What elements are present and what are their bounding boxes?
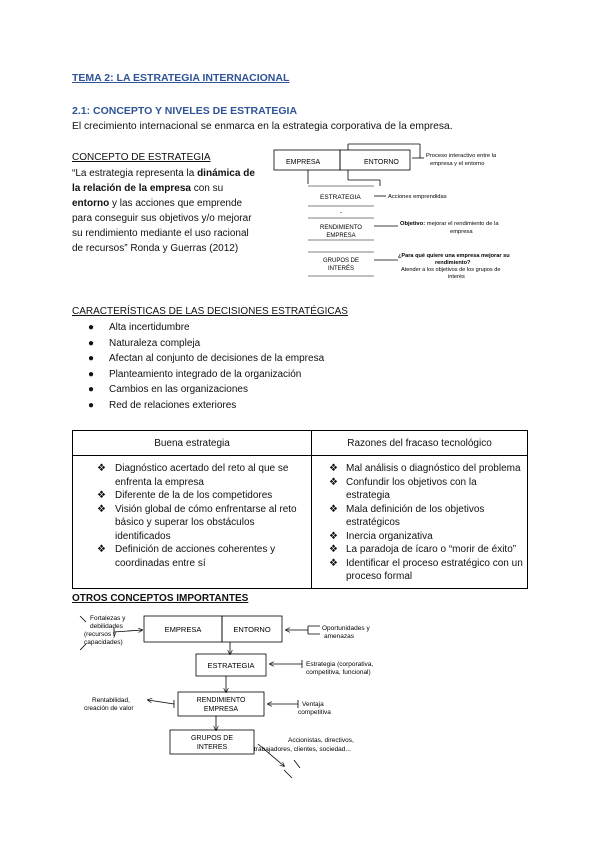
others-heading: OTROS CONCEPTOS IMPORTANTES (72, 593, 249, 604)
concept-bold-part: dinámica de la relación de la empresa (72, 168, 255, 194)
list-item (316, 503, 523, 530)
list-item (77, 462, 307, 489)
d1-rendimiento-label: RENDIMIENTO (320, 225, 362, 231)
d1-note-objetivo-text: mejorar el rendimiento de la (425, 221, 499, 227)
d1-note-objetivo (400, 221, 499, 227)
d1-rendimiento-label-2: EMPRESA (326, 233, 356, 239)
characteristics-list (72, 320, 402, 414)
list-item (72, 336, 402, 352)
d1-note-objetivo-bold: Objetivo: (400, 221, 426, 227)
bullet-icon: ● (88, 337, 95, 349)
diamond-bullet-icon: ❖ (97, 503, 106, 515)
list-item (72, 351, 402, 367)
bullet-icon: ● (88, 368, 95, 380)
comparison-table (72, 430, 528, 589)
intro-paragraph: El crecimiento internacional se enmarca en la estrategia corporativa de la empresa. (72, 121, 453, 132)
bullet-icon: ● (88, 384, 95, 396)
document-title: TEMA 2: LA ESTRATEGIA INTERNACIONAL (72, 72, 290, 84)
d2-grupos-label: GRUPOS DE (190, 735, 234, 742)
failure-reasons-cell (312, 456, 528, 589)
d2-rentabilidad-label-2: creación de valor (84, 705, 134, 712)
d1-note-acciones: Acciones emprendidas (388, 194, 447, 200)
d1-note-answer-2: interés (448, 274, 465, 280)
d1-grupos-label-2: INTERÉS (327, 266, 355, 272)
strategy-diagram (270, 142, 530, 282)
list-item-text: Confundir los objetivos con la estrategia (346, 476, 477, 501)
list-item (72, 367, 402, 383)
list-item-text: Diagnóstico acertado del reto al que se enfrenta la empresa (115, 463, 289, 488)
list-item-text: Naturaleza compleja (109, 337, 201, 349)
diamond-bullet-icon: ❖ (97, 490, 106, 501)
list-item (316, 476, 523, 503)
bullet-icon: ● (88, 322, 95, 333)
list-item (72, 398, 402, 414)
d2-oportunidades-label: Oportunidades y (322, 625, 370, 632)
diamond-bullet-icon: ❖ (97, 544, 106, 555)
list-item-text: Cambios en las organizaciones (109, 384, 248, 396)
d1-note-answer: Atender a los objetivos de los grupos de (401, 267, 501, 273)
list-item-text: Red de relaciones exteriores (109, 399, 237, 411)
d2-fortalezas-label: Fortalezas y (90, 615, 126, 622)
list-item (72, 382, 402, 398)
list-item (77, 543, 307, 570)
table-header-failure-reasons: Razones del fracaso tecnológico (312, 431, 528, 456)
list-item-text: Definición de acciones coherentes y coordinadas entre sí (115, 544, 276, 569)
concept-definition (72, 166, 262, 256)
d2-rendimiento-label: RENDIMIENTO (196, 697, 246, 704)
diamond-bullet-icon: ❖ (329, 463, 338, 474)
diamond-bullet-icon: ❖ (97, 463, 106, 474)
diamond-bullet-icon: ❖ (329, 476, 338, 488)
list-item (316, 462, 523, 476)
list-item-text: La paradoja de ícaro o “morir de éxito” (346, 544, 517, 555)
d1-note-proceso-2: empresa y el entorno (430, 161, 485, 167)
d1-note-question-2: rendimiento? (435, 260, 471, 266)
list-item-text: Afectan al conjunto de decisiones de la empresa (109, 353, 325, 365)
concept-text-part: con su (190, 183, 224, 194)
list-item-text: Diferente de la de los competidores (115, 490, 273, 501)
d2-rendimiento-label-2: EMPRESA (203, 706, 239, 713)
diamond-bullet-icon: ❖ (329, 544, 338, 555)
d1-empresa-label: EMPRESA (286, 159, 321, 166)
list-item-text: Visión global de cómo enfrentarse al reto básico y superar los obstáculos identificados (115, 503, 297, 542)
d2-estrategia-note: Estrategia (corporativa, (306, 661, 374, 668)
bullet-icon: ● (88, 399, 95, 411)
d2-grupos-label-2: INTERES (196, 744, 228, 751)
d2-accionistas-label-2: trabajadores, clientes, sociedad... (254, 746, 351, 753)
list-item (72, 320, 402, 336)
d1-note-proceso: Proceso interactivo entre la (426, 153, 497, 159)
d2-fortalezas-label-2: debilidades (90, 623, 123, 630)
list-item-text: Identificar el proceso estratégico con un proceso formal (346, 557, 523, 582)
list-item (77, 503, 307, 544)
concept-heading: CONCEPTO DE ESTRATEGIA (72, 152, 211, 163)
d2-ventaja-label: Ventaja (302, 701, 324, 708)
list-item-text: Mal análisis o diagnóstico del problema (346, 463, 521, 474)
d2-ventaja-label-2: competitiva (298, 709, 331, 716)
d2-oportunidades-label-2: amenazas (324, 633, 354, 640)
d2-rentabilidad-label: Rentabilidad, (92, 697, 130, 704)
list-item (77, 489, 307, 503)
d2-estrategia-note-2: competitiva, funcional) (306, 669, 371, 676)
d1-note-question: ¿Para qué quiere una empresa mejorar su (398, 253, 510, 259)
d2-entorno-label: ENTORNO (233, 625, 271, 634)
d2-accionistas-label: Accionistas, directivos, (288, 737, 354, 744)
section-subtitle: 2.1: CONCEPTO Y NIVELES DE ESTRATEGIA (72, 105, 298, 117)
concept-text-part: “La estrategia representa la (72, 168, 198, 179)
list-item (316, 543, 523, 557)
list-item-text: Inercia organizativa (346, 530, 433, 542)
table-header-good-strategy: Buena estrategia (73, 431, 312, 456)
d1-entorno-label: ENTORNO (364, 159, 399, 166)
diamond-bullet-icon: ❖ (329, 557, 338, 569)
list-item-text: Alta incertidumbre (109, 322, 190, 333)
concept-bold-part: entorno (72, 198, 110, 209)
diamond-bullet-icon: ❖ (329, 530, 338, 542)
d1-grupos-label: GRUPOS DE (322, 258, 360, 264)
bullet-icon: ● (88, 353, 95, 365)
d1-note-objetivo-2: empresa (450, 229, 473, 235)
good-strategy-cell (73, 456, 312, 589)
d2-empresa-label: EMPRESA (164, 625, 202, 634)
list-item (316, 557, 523, 584)
concept-text-part: y las acciones que emprende para conseguir sus objetivos y/o mejorar su rendimiento mediante el uso racional de recursos” Ronda y Guerras (2012) (72, 198, 252, 254)
d2-estrategia-label: ESTRATEGIA (207, 661, 255, 670)
d2-fortalezas-label-4: capacidades) (84, 639, 123, 646)
d2-fortalezas-label-3: (recursos y (84, 631, 117, 638)
list-item (316, 530, 523, 544)
list-item-text: Planteamiento integrado de la organización (109, 368, 302, 380)
d1-dash: - (340, 210, 342, 216)
list-item-text: Mala definición de los objetivos estratégicos (346, 503, 485, 528)
concepts-diagram (70, 610, 400, 782)
d1-estrategia-label: ESTRATEGIA (320, 194, 361, 201)
diamond-bullet-icon: ❖ (329, 503, 338, 515)
characteristics-heading: CARACTERÍSTICAS DE LAS DECISIONES ESTRATÉGICAS (72, 306, 348, 317)
